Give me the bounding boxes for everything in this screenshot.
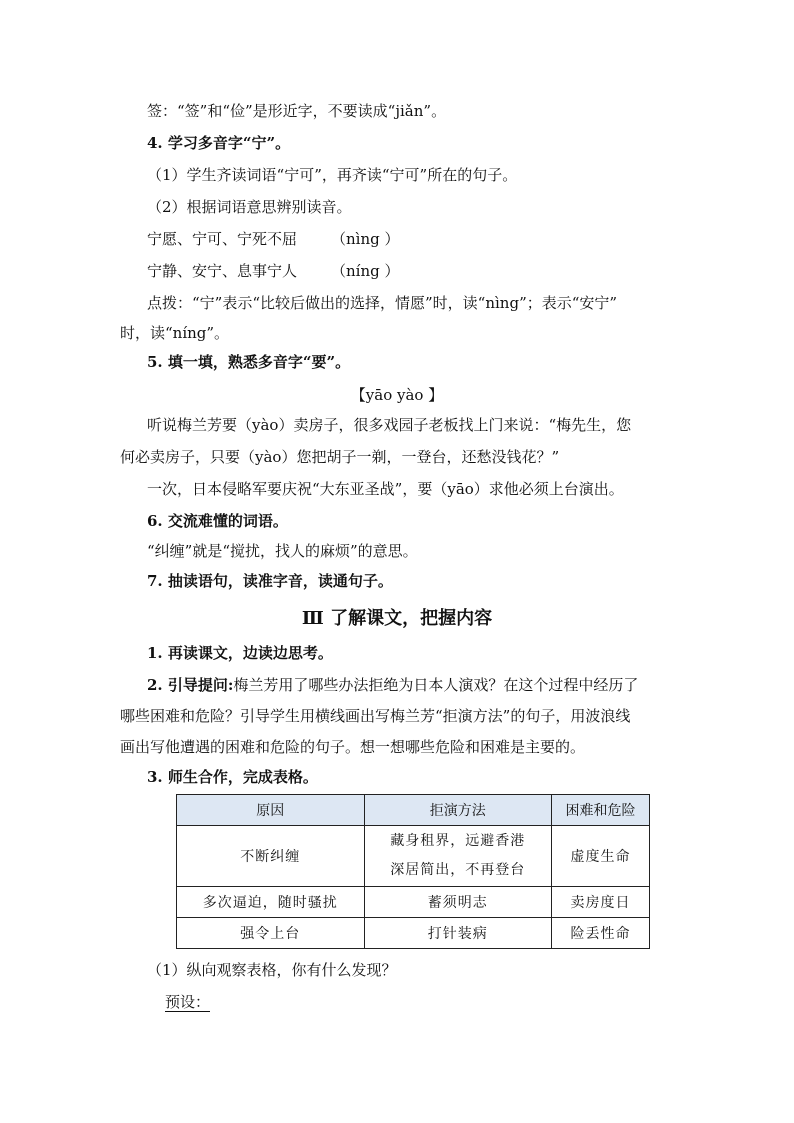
section-step-3: 3. 师生合作，完成表格。 bbox=[147, 768, 318, 786]
word-group-ning2: 宁静、安宁、息事宁人 bbox=[147, 262, 298, 280]
cell-method-line-2: 深居简出，不再登台 bbox=[390, 862, 526, 878]
cell-method-line-1: 藏身租界，远避香港 bbox=[390, 833, 526, 849]
table-row bbox=[177, 826, 650, 887]
section-step-2-cont-1: 哪些困难和危险？引导学生用横线画出写梅兰芳“拒演方法”的句子，用波浪线 bbox=[120, 707, 631, 725]
word-group-ning4: 宁愿、宁可、宁死不屈 bbox=[147, 230, 298, 248]
cell-method: 蓄须明志 bbox=[364, 887, 552, 918]
step-7-title: 7. 抽读语句，读准字音，读通句子。 bbox=[147, 572, 393, 590]
cell-method bbox=[364, 826, 552, 887]
pinyin-ning4: （nìng ） bbox=[331, 230, 400, 248]
pinyin-ning2: （níng ） bbox=[331, 262, 400, 280]
section-step-2 bbox=[147, 675, 638, 695]
question-1: （1）纵向观察表格，你有什么发现？ bbox=[147, 961, 397, 979]
step-6-title: 6. 交流难懂的词语。 bbox=[147, 512, 288, 530]
step-4-sub-1: （1）学生齐读词语“宁可”，再齐读“宁可”所在的句子。 bbox=[147, 166, 518, 184]
table-header-method: 拒演方法 bbox=[364, 795, 552, 826]
table-row bbox=[177, 887, 650, 918]
step-2-label: 2. 引导提问: bbox=[147, 676, 234, 694]
section-heading: Ⅲ 了解课文，把握内容 bbox=[301, 608, 493, 629]
section-step-2-cont-2: 画出写他遭遇的困难和危险的句子。想一想哪些危险和困难是主要的。 bbox=[120, 738, 586, 756]
table-row bbox=[177, 918, 650, 949]
line-jian-note: 签：“签”和“俭”是形近字，不要读成“jiǎn”。 bbox=[147, 102, 447, 120]
passage-line-1: 听说梅兰芳要（yào）卖房子，很多戏园子老板找上门来说：“梅先生，您 bbox=[147, 416, 632, 434]
table-header-row bbox=[177, 795, 650, 826]
cell-danger: 卖房度日 bbox=[552, 887, 650, 918]
passage-line-3: 一次，日本侵略军要庆祝“大东亚圣战”，要（yāo）求他必须上台演出。 bbox=[147, 480, 624, 498]
cell-cause: 不断纠缠 bbox=[177, 826, 365, 887]
hint-line-2: 时，读“níng”。 bbox=[120, 324, 230, 342]
cell-cause: 强令上台 bbox=[177, 918, 365, 949]
cell-method: 打针装病 bbox=[364, 918, 552, 949]
reasons-table bbox=[176, 794, 650, 949]
preset-label bbox=[165, 992, 210, 1012]
passage-line-2: 何必卖房子，只要（yào）您把胡子一剃，一登台，还愁没钱花？” bbox=[120, 448, 560, 466]
cell-cause: 多次逼迫，随时骚扰 bbox=[177, 887, 365, 918]
step-4-title: 4. 学习多音字“宁”。 bbox=[147, 134, 291, 152]
pinyin-options: 【yāo yào 】 bbox=[350, 386, 444, 404]
table-header-cause: 原因 bbox=[177, 795, 365, 826]
section-step-1: 1. 再读课文，边读边思考。 bbox=[147, 644, 333, 662]
table-header-danger: 困难和危险 bbox=[552, 795, 650, 826]
preset-label-text: 预设： bbox=[165, 993, 211, 1011]
cell-danger: 险丢性命 bbox=[552, 918, 650, 949]
step-4-sub-2: （2）根据词语意思辨别读音。 bbox=[147, 198, 352, 216]
hint-line-1: 点拨：“宁”表示“比较后做出的选择，情愿”时，读“nìng”；表示“安宁” bbox=[147, 294, 618, 312]
step-2-text: 梅兰芳用了哪些办法拒绝为日本人演戏？在这个过程中经历了 bbox=[233, 676, 639, 694]
step-5-title: 5. 填一填，熟悉多音字“要”。 bbox=[147, 353, 351, 371]
word-explanation: “纠缠”就是“搅扰，找人的麻烦”的意思。 bbox=[147, 542, 418, 560]
cell-danger: 虚度生命 bbox=[552, 826, 650, 887]
